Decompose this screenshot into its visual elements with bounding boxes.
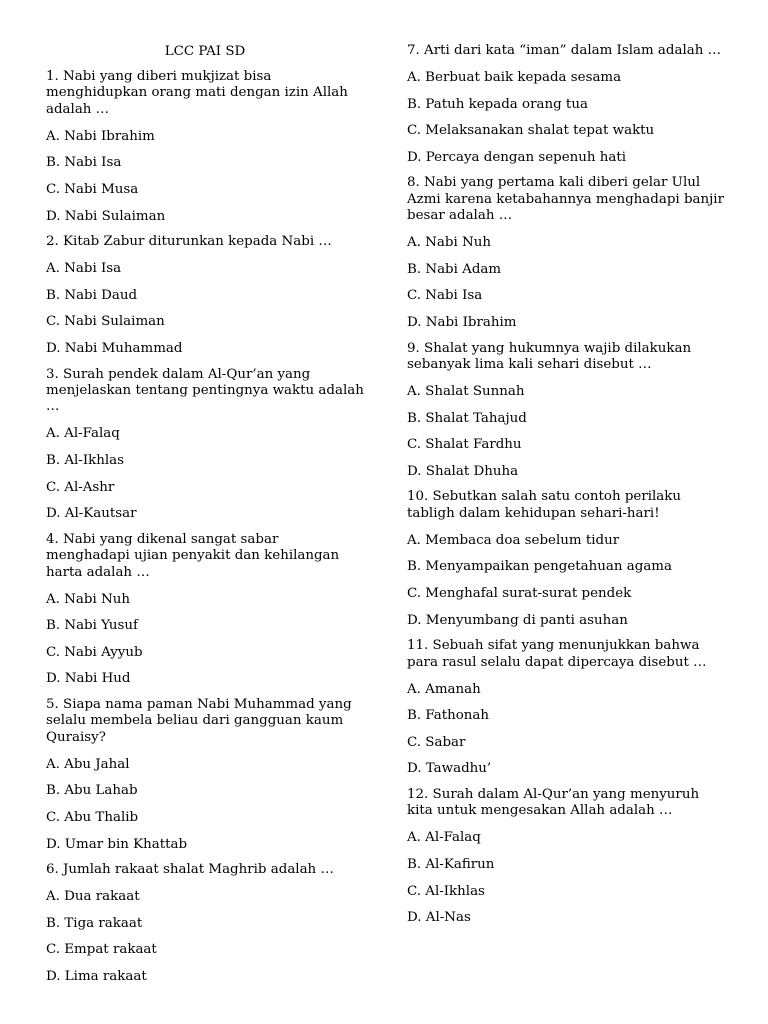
question-3	[46, 367, 364, 523]
option-b: B. Nabi Daud	[46, 287, 138, 303]
question-text: 8. Nabi yang pertama kali diberi gelar Ulul Azmi karena ketabahannya menghadapi banjir besar adalah …	[407, 175, 724, 224]
question-text: 11. Sebuah sifat yang menunjukkan bahwa para rasul selalu dapat dipercaya disebut …	[407, 638, 707, 670]
question-2	[46, 234, 364, 357]
question-10	[407, 489, 725, 628]
question-text: 9. Shalat yang hukumnya wajib dilakukan sebanyak lima kali sehari disebut …	[407, 340, 692, 372]
option-d: D. Al-Kautsar	[46, 506, 137, 522]
option-d: D. Nabi Muhammad	[46, 340, 183, 356]
option-d: D. Tawadhu’	[407, 761, 492, 777]
option-c: C. Abu Thalib	[46, 809, 139, 825]
option-d: D. Al-Nas	[407, 910, 471, 926]
option-a: A. Al-Falaq	[46, 426, 120, 442]
option-c: C. Sabar	[407, 734, 466, 750]
option-c: C. Shalat Fardhu	[407, 437, 522, 453]
option-b: B. Al-Ikhlas	[46, 452, 124, 468]
question-text: 4. Nabi yang dikenal sangat sabar menghadapi ujian penyakit dan kehilangan harta adalah …	[46, 531, 340, 580]
question-text: 6. Jumlah rakaat shalat Maghrib adalah …	[46, 862, 334, 878]
question-text: 7. Arti dari kata “iman” dalam Islam adalah …	[407, 43, 722, 58]
option-a: A. Shalat Sunnah	[407, 383, 525, 399]
option-c: C. Empat rakaat	[46, 942, 157, 958]
option-d: D. Umar bin Khattab	[46, 836, 188, 852]
option-b: B. Nabi Adam	[407, 261, 502, 277]
option-b: B. Patuh kepada orang tua	[407, 96, 588, 112]
right-column	[407, 43, 725, 936]
question-9	[407, 341, 725, 480]
option-d: D. Nabi Sulaiman	[46, 208, 166, 224]
option-c: C. Nabi Ayyub	[46, 644, 143, 660]
option-b: B. Abu Lahab	[46, 783, 138, 799]
question-8	[407, 175, 725, 331]
option-c: C. Nabi Musa	[46, 182, 139, 197]
question-4	[46, 532, 364, 688]
option-c: C. Al-Ashr	[46, 479, 115, 495]
question-text: 10. Sebutkan salah satu contoh perilaku tabligh dalam kehidupan sehari-hari!	[407, 489, 682, 521]
option-a: A. Nabi Isa	[46, 261, 122, 277]
option-a: A. Berbuat baik kepada sesama	[407, 70, 622, 85]
option-d: D. Shalat Dhuha	[407, 463, 519, 479]
question-11	[407, 638, 725, 777]
option-d: D. Nabi Hud	[46, 671, 131, 687]
option-a: A. Nabi Nuh	[46, 591, 130, 607]
question-text: 5. Siapa nama paman Nabi Muhammad yang selalu membela beliau dari gangguan kaum Quraisy?	[46, 696, 352, 745]
option-c: C. Nabi Isa	[407, 288, 483, 304]
option-b: B. Shalat Tahajud	[407, 410, 527, 426]
option-b: B. Nabi Yusuf	[46, 618, 138, 634]
option-b: B. Menyampaikan pengetahuan agama	[407, 559, 672, 575]
option-a: A. Amanah	[407, 681, 481, 697]
question-5	[46, 697, 364, 853]
question-7	[407, 43, 725, 166]
question-text: 1. Nabi yang diberi mukjizat bisa menghidupkan orang mati dengan izin Allah adalah …	[46, 69, 348, 117]
option-d: D. Menyumbang di panti asuhan	[407, 612, 628, 628]
option-a: A. Membaca doa sebelum tidur	[407, 532, 620, 548]
option-a: A. Al-Falaq	[407, 830, 481, 846]
option-c: C. Al-Ikhlas	[407, 883, 485, 899]
question-text: 12. Surah dalam Al-Qur’an yang menyuruh kita untuk mengesakan Allah adalah …	[407, 786, 700, 819]
option-d: D. Nabi Ibrahim	[407, 314, 517, 330]
question-12	[407, 787, 725, 926]
option-a: A. Nabi Nuh	[407, 235, 491, 251]
option-b: B. Al-Kafirun	[407, 856, 495, 872]
option-a: A. Nabi Ibrahim	[46, 128, 155, 144]
option-a: A. Dua rakaat	[46, 889, 140, 905]
option-d: D. Percaya dengan sepenuh hati	[407, 149, 627, 165]
option-b: B. Nabi Isa	[46, 155, 122, 171]
option-b: B. Fathonah	[407, 708, 490, 724]
option-c: C. Nabi Sulaiman	[46, 314, 165, 330]
question-1	[46, 69, 364, 225]
document-title: LCC PAI SD	[164, 44, 246, 59]
option-a: A. Abu Jahal	[46, 756, 130, 772]
option-c: C. Melaksanakan shalat tepat waktu	[407, 123, 655, 139]
left-column	[46, 43, 364, 995]
option-d: D. Lima rakaat	[46, 968, 147, 984]
question-6	[46, 862, 364, 985]
option-c: C. Menghafal surat-surat pendek	[407, 585, 632, 601]
question-text: 2. Kitab Zabur diturunkan kepada Nabi …	[46, 234, 332, 250]
question-text: 3. Surah pendek dalam Al-Qur’an yang menjelaskan tentang pentingnya waktu adalah …	[46, 366, 364, 415]
option-b: B. Tiga rakaat	[46, 915, 143, 931]
